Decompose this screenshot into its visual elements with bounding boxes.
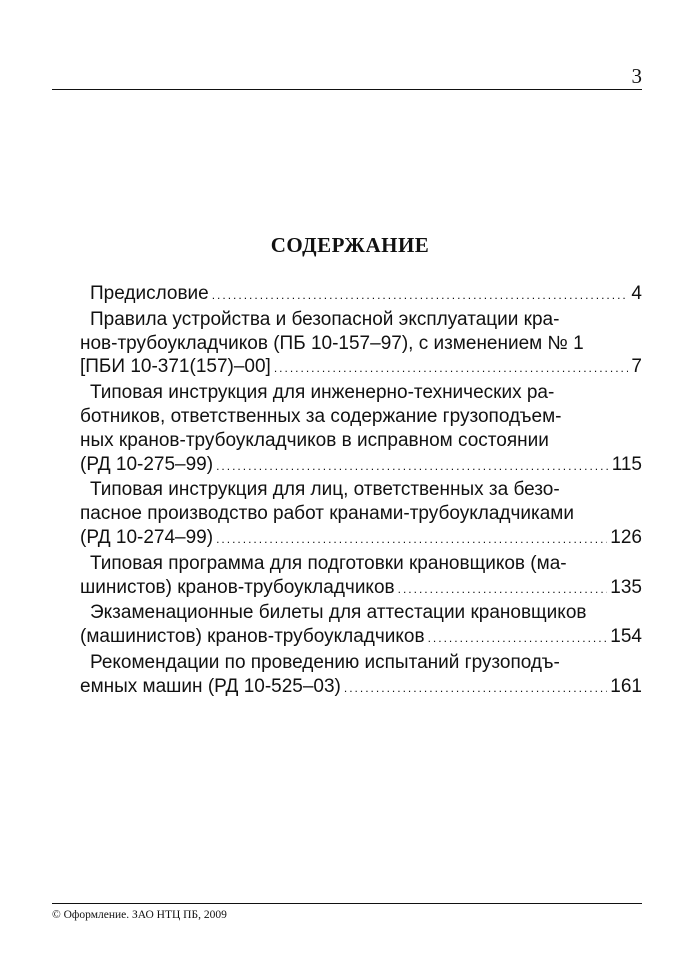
- dot-leader: [274, 355, 629, 381]
- toc-entry-text: нов-трубоукладчиков (ПБ 10-157–97), с изменением № 1: [80, 332, 584, 354]
- toc-title: СОДЕРЖАНИЕ: [270, 233, 430, 257]
- toc-entry-text: Типовая инструкция для инженерно-технических ра-: [90, 382, 555, 404]
- toc-entry-text: Правила устройства и безопасной эксплуатации кра-: [90, 308, 560, 330]
- toc-entry-text: Типовая программа для подготовки крановщиков (ма-: [90, 552, 567, 574]
- toc-page-number: 4: [631, 283, 642, 304]
- toc-entry-text: емных машин (РД 10-525–03): [80, 675, 341, 697]
- dot-leader: [428, 625, 608, 651]
- toc-entry-text: Экзаменационные билеты для аттестации крановщиков: [90, 602, 587, 624]
- toc-entry-text: ных кранов-трубоукладчиков в исправном состоянии: [80, 429, 549, 451]
- toc-entry-text: [ПБИ 10-371(157)–00]: [80, 356, 271, 378]
- toc-entry-text: Рекомендации по проведению испытаний грузоподъ-: [90, 651, 560, 673]
- toc-entry-text: ботников, ответственных за содержание грузоподъем-: [80, 405, 562, 427]
- toc-page-number: 7: [631, 356, 642, 378]
- toc-page-number: 135: [610, 576, 642, 598]
- toc-entry-text: (машинистов) кранов-трубоукладчиков: [80, 626, 425, 648]
- page-number: 3: [631, 64, 642, 88]
- top-rule: [52, 89, 642, 90]
- dot-leader: [344, 675, 607, 701]
- dot-leader: [398, 576, 608, 602]
- dot-leader: [216, 526, 607, 552]
- toc-entry-text: пасное производство работ кранами-трубоукладчиками: [80, 503, 574, 525]
- toc-entry-text: (РД 10-274–99): [80, 526, 214, 548]
- table-of-contents: [80, 282, 642, 701]
- dot-leader: [216, 453, 609, 479]
- toc-entry-text: Предисловие: [90, 283, 209, 304]
- toc-page-number: 126: [610, 526, 642, 548]
- toc-page-number: 161: [610, 675, 642, 697]
- toc-page-number: 154: [610, 626, 642, 648]
- toc-entry[interactable]: [80, 651, 642, 701]
- toc-entry-text: Типовая инструкция для лиц, ответственных за безо-: [90, 479, 560, 501]
- bottom-rule: [52, 903, 642, 904]
- toc-page-number: 115: [611, 453, 642, 475]
- toc-entry[interactable]: [80, 381, 642, 478]
- copyright-footer: © Оформление. ЗАО НТЦ ПБ, 2009: [52, 909, 227, 921]
- dot-leader: [212, 282, 629, 308]
- toc-entry[interactable]: [80, 601, 642, 651]
- toc-entry-text: шинистов) кранов-трубоукладчиков: [80, 576, 395, 598]
- toc-entry[interactable]: [80, 282, 642, 308]
- toc-entry-text: (РД 10-275–99): [80, 453, 214, 475]
- toc-entry[interactable]: [80, 552, 642, 602]
- toc-entry[interactable]: [80, 478, 642, 551]
- toc-entry[interactable]: [80, 308, 642, 381]
